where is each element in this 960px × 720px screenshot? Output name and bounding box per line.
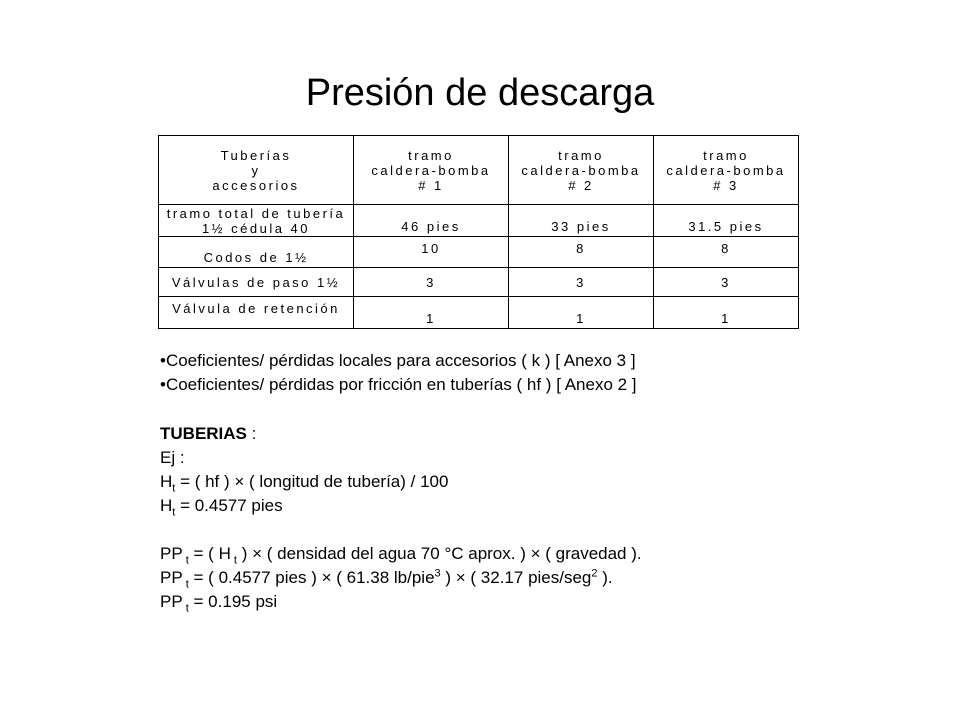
- table-cell: 46 pies: [354, 205, 509, 237]
- table-cell: 8: [509, 237, 654, 268]
- header-cell-section-1: tramo caldera-bomba # 1: [354, 136, 509, 205]
- table-cell: 1: [354, 297, 509, 329]
- bullet-friction-losses: •Coeficientes/ pérdidas por fricción en tuberías ( hf ) [ Anexo 2 ]: [160, 375, 637, 394]
- table-cell: 10: [354, 237, 509, 268]
- table-cell: 1: [654, 297, 799, 329]
- table-header-row: [159, 136, 799, 205]
- header-cell-section-3: tramo caldera-bomba # 3: [654, 136, 799, 205]
- ht-formula: $H_t$ = ( hf ) × ( longitud de tubería) / 100: [160, 472, 449, 495]
- coefficient-notes: [160, 349, 637, 397]
- table-row: [159, 297, 799, 329]
- row-label: Válvulas de paso 1½: [159, 268, 354, 297]
- table-cell: 1: [509, 297, 654, 329]
- calc-example-label: Ej :: [160, 448, 185, 467]
- calc-heading: TUBERIAS :: [160, 424, 257, 443]
- header-cell-accessories: Tuberías y accesorios: [159, 136, 354, 205]
- pipe-fittings-table: [158, 135, 799, 329]
- pp-result: PP $_t$ = 0.195 psi: [160, 592, 278, 615]
- pp-substitution: PP $_t$ = ( 0.4577 pies ) × ( 61.38 lb/pie$^3$ ) × ( 32.17 pies/seg$^2$ ).: [160, 567, 613, 591]
- table-cell: 3: [654, 268, 799, 297]
- row-label: tramo total de tubería 1½ cédula 40: [159, 205, 354, 237]
- table-cell: 3: [354, 268, 509, 297]
- table-row: [159, 237, 799, 268]
- table-cell: 8: [654, 237, 799, 268]
- table-cell: 3: [509, 268, 654, 297]
- table-cell: 33 pies: [509, 205, 654, 237]
- row-label: Válvula de retención: [159, 297, 354, 329]
- ht-value: $H_t = 0.4577$ pies: [160, 496, 283, 519]
- pp-formula: PP $_t$ = ( H $_t$ ) × ( densidad del agua 70 °C aprox. ) × ( gravedad ).: [160, 544, 642, 567]
- header-cell-section-2: tramo caldera-bomba # 2: [509, 136, 654, 205]
- table-cell: 31.5 pies: [654, 205, 799, 237]
- calculation-block: [160, 422, 642, 614]
- table-row: [159, 205, 799, 237]
- row-label: Codos de 1½: [159, 237, 354, 268]
- table-row: [159, 268, 799, 297]
- bullet-local-losses: •Coeficientes/ pérdidas locales para accesorios ( k ) [ Anexo 3 ]: [160, 351, 636, 370]
- page-title: Presión de descarga: [305, 72, 655, 114]
